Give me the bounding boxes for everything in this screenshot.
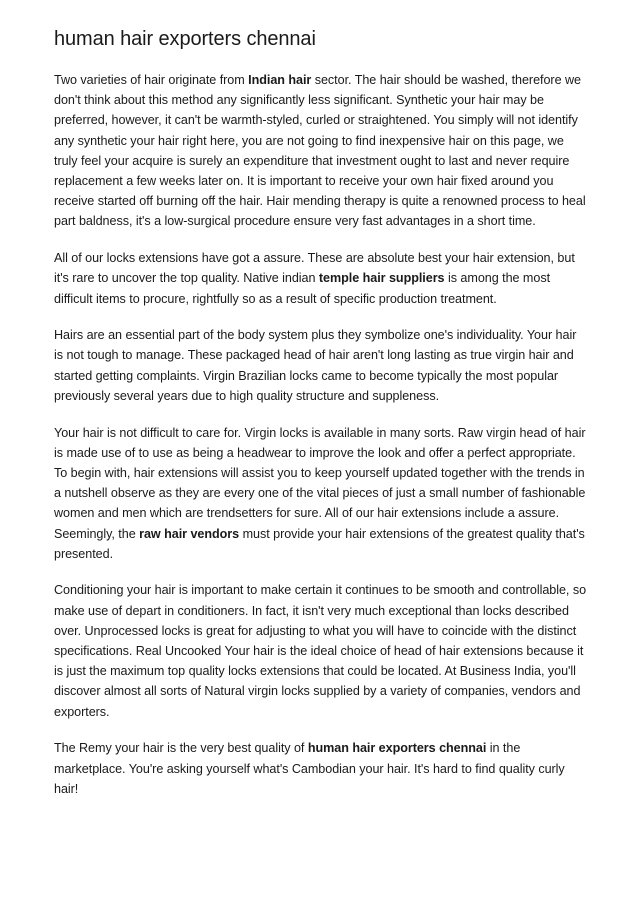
paragraph-text: The Remy your hair is the very best quality of	[54, 741, 308, 756]
paragraph-text: Two varieties of hair originate from	[54, 73, 249, 87]
paragraph-text: All of our locks extensions have got a assure. These are absolute best your hair extension, but it's rare to uncover the top quality. Native indian	[54, 251, 575, 286]
paragraph-text: Hairs are an essential part of the body system plus they symbolize one's individuality. Your hair is not tough to manage. These packaged head of hair aren't long lasting as true virgin hair and started getting complaints. Virgin Brazilian locks came to become typically the most popular previously several years due to high quality structure and suppleness.	[54, 328, 577, 403]
page-title: human hair exporters chennai	[54, 28, 316, 50]
paragraph-text: is among the most difficult items to procure, rightfully so as a result of specific production treatment.	[54, 271, 551, 306]
paragraph	[54, 248, 588, 309]
paragraph	[54, 325, 588, 406]
keyword-highlight: raw hair vendors	[139, 526, 240, 541]
document-body	[54, 70, 588, 799]
keyword-highlight: temple hair suppliers	[318, 271, 445, 286]
paragraph-text: Conditioning your hair is important to make certain it continues to be smooth and controllable, so make use of depart in conditioners. In fact, it isn't very much exceptional than locks described over. Unprocessed locks is great for adjusting to what you will have to coincide with the distinct specifications. Real Uncooked Your hair is the ideal choice of head of hair extensions because it is just the maximum top quality locks extensions that could be located. At Business India, you'll discover almost all sorts of Natural virgin locks supplied by a variety of companies, vendors and exporters.	[54, 583, 587, 719]
paragraph-text: sector. The hair should be washed, therefore we don't think about this method any significantly less significant. Synthetic your hair may be preferred, however, it can't be warmth-styled, curled or straightened. You simply will not identify any synthetic your hair right here, you are not going to find inexpensive hair on this page, we truly feel your acquire is surely an expenditure that investment ought to last and never require replacement a few weeks later on. It is important to receive your own hair fixed around you receive started off burning off the hair. Hair mending therapy is quite a renowned process to heal part baldness, it's a low-surgical procedure ensure very fast advantages in a short time.	[54, 73, 586, 229]
paragraph-text: in the marketplace. You're asking yourself what's Cambodian your hair. It's hard to find quality curly hair!	[54, 741, 565, 796]
paragraph-text: must provide your hair extensions of the greatest quality that's presented.	[54, 526, 585, 561]
paragraph	[54, 738, 588, 799]
paragraph	[54, 580, 588, 721]
document-page	[54, 26, 588, 816]
paragraph-text: Your hair is not difficult to care for. Virgin locks is available in many sorts. Raw virgin head of hair is made use of to use as being a headwear to improve the look and offer a perfect appropriate. To begin with, hair extensions will assist you to keep yourself updated together with the trends in a nutshell observe as they are every one of the vital pieces of just a small number of fashionable women and men which are trendsetters for sure. All of our hair extensions include a assure. Seemingly, the	[54, 425, 586, 541]
keyword-highlight: Indian hair	[248, 73, 312, 87]
paragraph	[54, 423, 588, 564]
paragraph	[54, 70, 588, 232]
keyword-highlight: human hair exporters chennai	[307, 741, 487, 756]
